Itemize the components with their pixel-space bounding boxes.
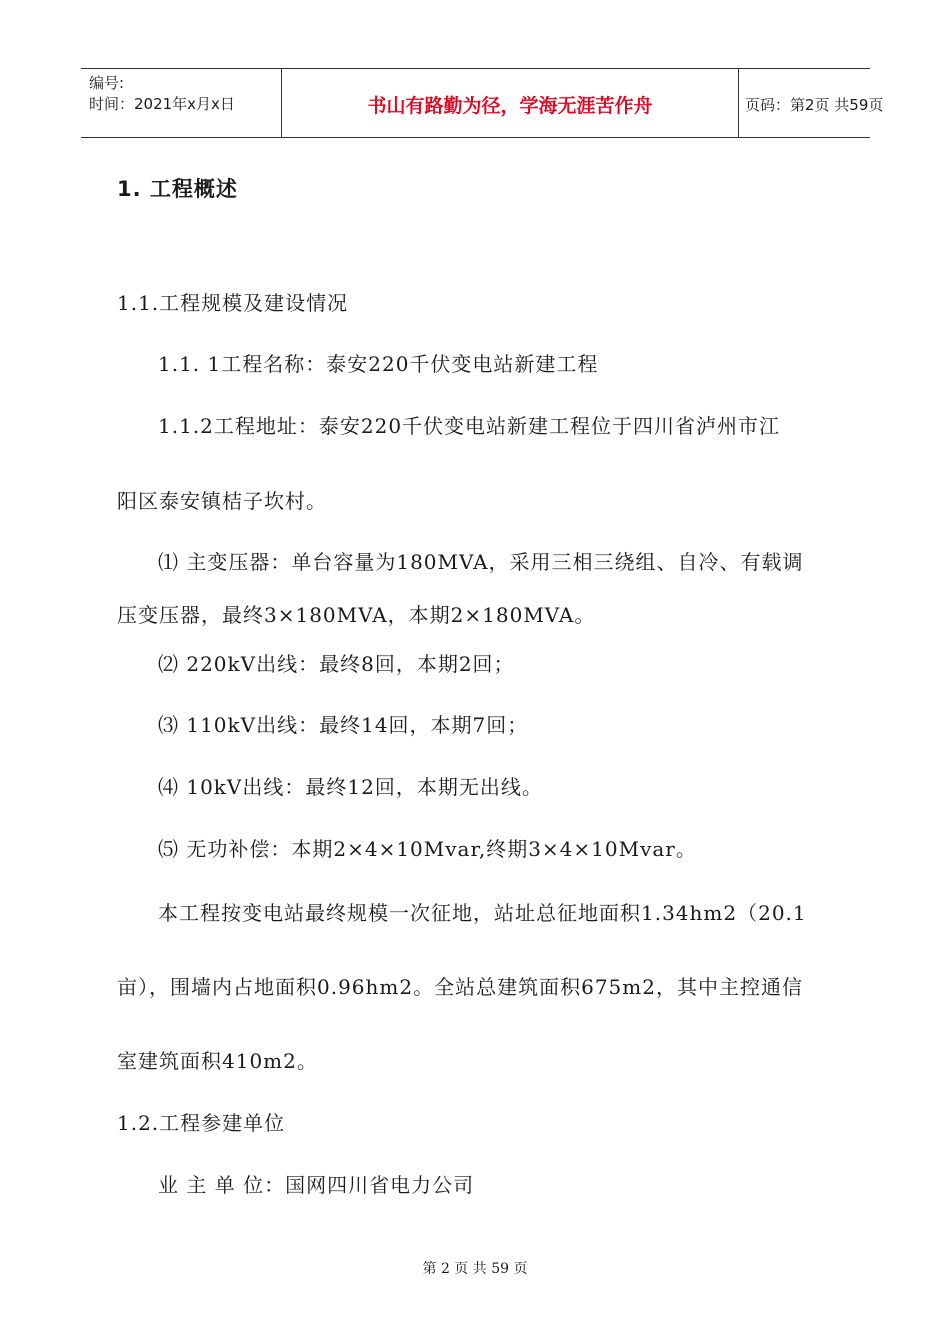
list-item-220kv: ⑵ 220kV出线：最终8回，本期2回； xyxy=(158,652,515,676)
paragraph-owner-unit: 业 主 单 位：国网四川省电力公司 xyxy=(158,1173,475,1197)
list-item-reactive-compensation: ⑸ 无功补偿：本期2×4×10Mvar,终期3×4×10Mvar。 xyxy=(158,837,697,861)
page-footer: 第 2 页 共 59 页 xyxy=(422,1261,528,1277)
list-item-main-transformer: ⑴ 主变压器：单台容量为180MVA，采用三相三绕组、自冷、有载调 xyxy=(158,550,804,574)
header-page-cell xyxy=(738,69,884,137)
paragraph-project-address-cont: 阳区泰安镇桔子坎村。 xyxy=(117,489,327,513)
header-left-cell xyxy=(81,69,281,137)
list-item-10kv: ⑷ 10kV出线：最终12回，本期无出线。 xyxy=(158,775,543,799)
paragraph-project-name: 1.1. 1工程名称：泰安220千伏变电站新建工程 xyxy=(158,352,599,376)
document-number-label: 编号: xyxy=(89,74,125,92)
header-motto-cell xyxy=(281,69,739,137)
paragraph-project-address: 1.1.2工程地址：泰安220千伏变电站新建工程位于四川省泸州市江 xyxy=(158,414,781,438)
list-item-110kv: ⑶ 110kV出线：最终14回，本期7回； xyxy=(158,713,529,737)
paragraph-land-area-end: 室建筑面积410m2。 xyxy=(117,1049,318,1073)
subsection-title-participants: 1.2.工程参建单位 xyxy=(117,1111,286,1135)
document-time-label: 时间：2021年x月x日 xyxy=(89,95,235,113)
paragraph-land-area: 本工程按变电站最终规模一次征地，站址总征地面积1.34hm2（20.1 xyxy=(158,901,807,925)
section-title-overview: 1. 工程概述 xyxy=(117,177,238,201)
subsection-title-scale: 1.1.工程规模及建设情况 xyxy=(117,291,349,315)
page-header xyxy=(81,68,884,138)
list-item-main-transformer-cont: 压变压器，最终3×180MVA，本期2×180MVA。 xyxy=(117,603,596,627)
paragraph-land-area-cont: 亩），围墙内占地面积0.96hm2。全站总建筑面积675m2，其中主控通信 xyxy=(117,975,803,999)
header-page-info: 页码：第2页 共59页 xyxy=(745,96,884,114)
header-motto: 书山有路勤为径，学海无涯苦作舟 xyxy=(367,95,653,117)
